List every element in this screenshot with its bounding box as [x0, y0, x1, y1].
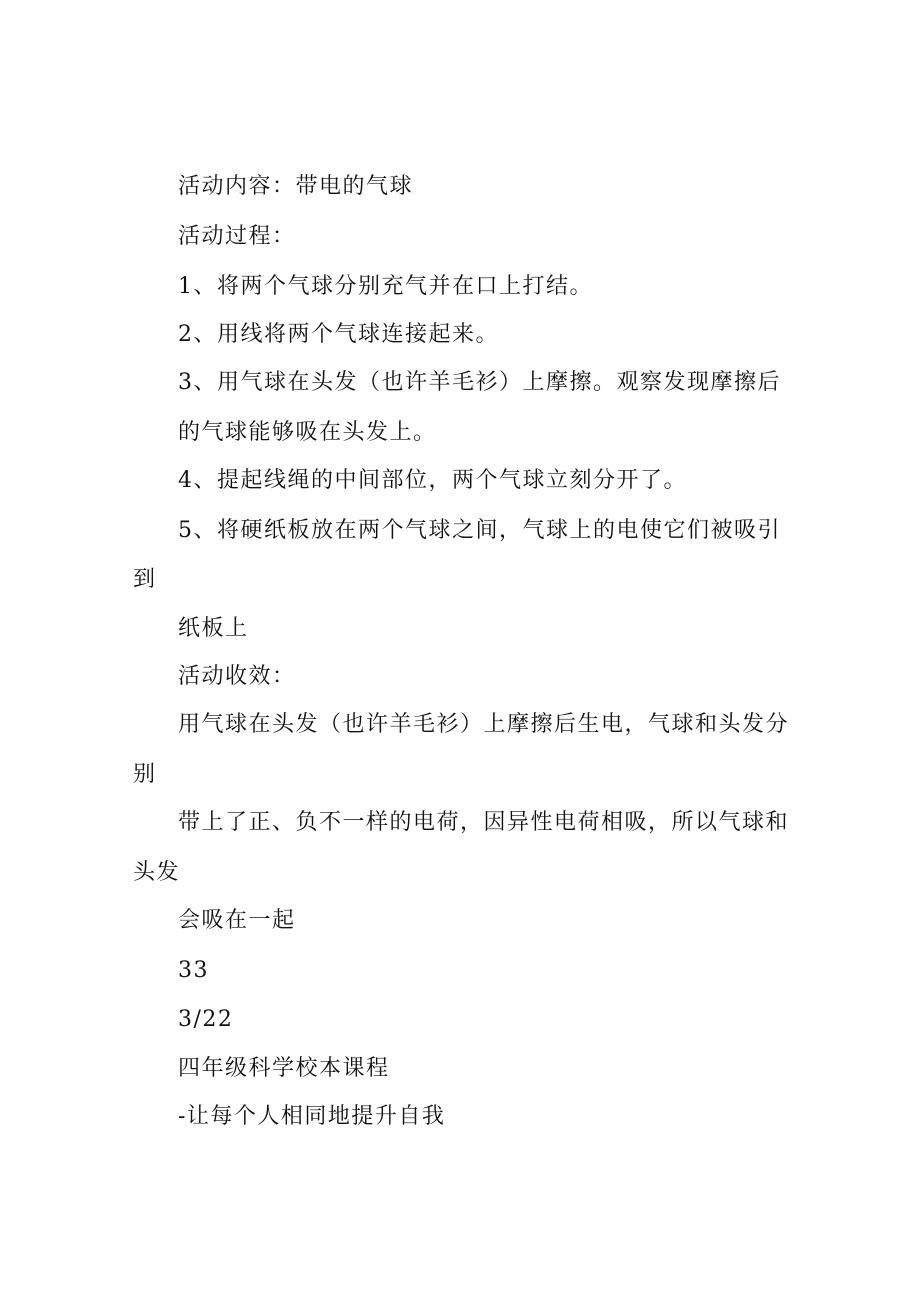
step-3: 3、用气球在头发（也许羊毛衫）上摩擦。观察发现摩擦后: [178, 370, 781, 395]
step-1: 1、将两个气球分别充气并在口上打结。: [178, 274, 593, 299]
result-line-2-wrap: 头发: [133, 860, 181, 885]
page-number: 3/22: [178, 1007, 234, 1032]
result-line-2: 带上了正、负不一样的电荷，因异性电荷相吸，所以气球和: [178, 810, 790, 835]
result-line-1: 用气球在头发（也许羊毛衫）上摩擦后生电，气球和头发分: [178, 712, 790, 737]
step-5: 5、将硬纸板放在两个气球之间，气球上的电使它们被吸引: [178, 518, 781, 543]
course-slogan: -让每个人相同地提升自我: [178, 1104, 446, 1129]
result-line-1-wrap: 别: [133, 762, 157, 787]
step-5-wrap: 到: [133, 567, 157, 592]
result-line-3: 会吸在一起: [178, 908, 296, 933]
step-3-continued: 的气球能够吸在头发上。: [178, 420, 437, 445]
step-2: 2、用线将两个气球连接起来。: [178, 322, 499, 347]
course-title: 四年级科学校本课程: [178, 1056, 390, 1081]
activity-content: 活动内容：带电的气球: [178, 174, 414, 199]
activity-process-heading: 活动过程：: [178, 224, 296, 249]
footer-number: 33: [178, 958, 209, 983]
step-4: 4、提起线绳的中间部位，两个气球立刻分开了。: [178, 468, 687, 493]
activity-result-heading: 活动收效：: [178, 664, 296, 689]
step-5-continued: 纸板上: [178, 616, 249, 641]
